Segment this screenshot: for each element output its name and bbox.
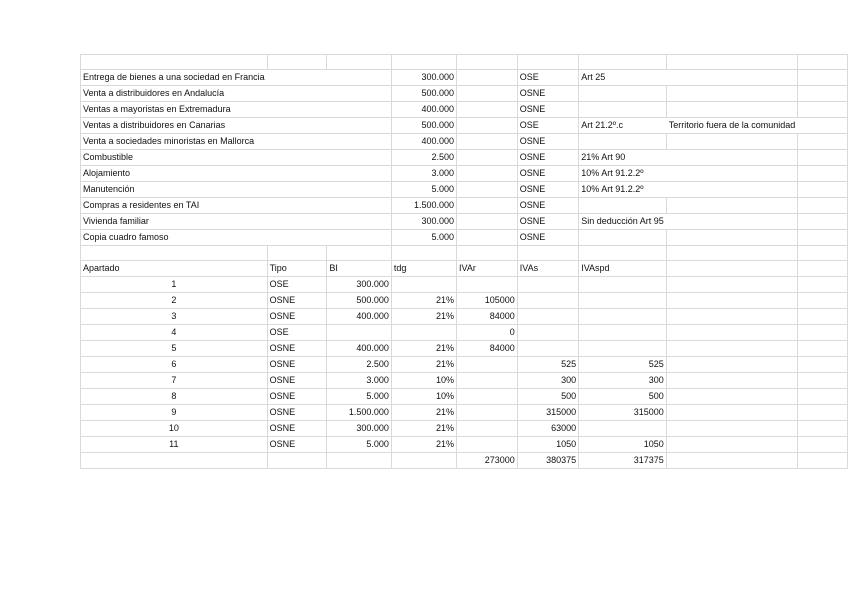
empty-cell[interactable] xyxy=(798,341,848,357)
data-cell[interactable]: 1 xyxy=(81,277,268,293)
data-cell[interactable]: 63000 xyxy=(517,421,578,437)
operation-note[interactable] xyxy=(666,166,798,182)
empty-cell[interactable] xyxy=(267,246,327,261)
empty-cell[interactable] xyxy=(798,325,848,341)
empty-cell[interactable] xyxy=(666,309,798,325)
empty-cell[interactable] xyxy=(798,453,848,469)
empty-cell[interactable] xyxy=(267,214,327,230)
empty-cell[interactable] xyxy=(798,70,848,86)
empty-cell[interactable] xyxy=(666,405,798,421)
operation-row xyxy=(81,86,848,102)
empty-cell[interactable] xyxy=(327,246,392,261)
empty-cell[interactable] xyxy=(267,182,327,198)
data-cell[interactable]: 10% xyxy=(391,373,456,389)
table-row xyxy=(81,389,848,405)
data-cell[interactable]: 21% xyxy=(391,293,456,309)
data-cell[interactable] xyxy=(517,277,578,293)
data-cell[interactable] xyxy=(579,341,667,357)
empty-cell[interactable] xyxy=(798,309,848,325)
data-cell[interactable]: 525 xyxy=(517,357,578,373)
empty-cell[interactable] xyxy=(798,134,848,150)
empty-cell[interactable] xyxy=(457,102,518,118)
data-cell[interactable] xyxy=(391,277,456,293)
empty-cell[interactable] xyxy=(267,70,327,86)
data-cell[interactable]: 21% xyxy=(391,405,456,421)
operation-row xyxy=(81,70,848,86)
operation-bi[interactable]: 3.000 xyxy=(391,166,456,182)
empty-cell[interactable] xyxy=(327,214,392,230)
total-cell[interactable]: 273000 xyxy=(457,453,518,469)
operation-note[interactable] xyxy=(666,214,798,230)
data-cell[interactable]: 5.000 xyxy=(327,389,392,405)
empty-cell[interactable] xyxy=(579,55,667,70)
operation-reference[interactable]: 21% Art 90 xyxy=(579,150,667,166)
empty-cell[interactable] xyxy=(391,55,456,70)
data-cell[interactable] xyxy=(579,325,667,341)
operation-note[interactable] xyxy=(666,86,798,102)
empty-cell[interactable] xyxy=(327,55,392,70)
table-row xyxy=(81,309,848,325)
operation-note[interactable] xyxy=(666,70,798,86)
empty-cell[interactable] xyxy=(267,198,327,214)
data-cell[interactable]: 500.000 xyxy=(327,293,392,309)
table-row xyxy=(81,277,848,293)
operation-description[interactable]: Alojamiento xyxy=(81,166,268,182)
operation-reference[interactable]: Sin deducción Art 95 xyxy=(579,214,667,230)
operation-type[interactable]: OSNE xyxy=(517,198,578,214)
column-header[interactable]: tdg xyxy=(391,261,456,277)
operation-row xyxy=(81,134,848,150)
empty-cell[interactable] xyxy=(798,373,848,389)
operation-row xyxy=(81,102,848,118)
empty-cell[interactable] xyxy=(798,230,848,246)
total-cell[interactable] xyxy=(81,453,268,469)
data-cell[interactable]: 21% xyxy=(391,437,456,453)
empty-cell[interactable] xyxy=(267,102,327,118)
data-cell[interactable]: 525 xyxy=(579,357,667,373)
operation-type[interactable]: OSNE xyxy=(517,182,578,198)
data-cell[interactable] xyxy=(457,437,518,453)
operation-description[interactable]: Entrega de bienes a una sociedad en Francia xyxy=(81,70,268,86)
data-cell[interactable] xyxy=(457,373,518,389)
data-cell[interactable]: OSNE xyxy=(267,341,327,357)
operation-bi[interactable]: 5.000 xyxy=(391,182,456,198)
data-cell[interactable]: OSNE xyxy=(267,421,327,437)
data-cell[interactable]: 300 xyxy=(579,373,667,389)
data-cell[interactable] xyxy=(457,277,518,293)
empty-cell[interactable] xyxy=(327,118,392,134)
operation-type[interactable]: OSNE xyxy=(517,86,578,102)
data-cell[interactable] xyxy=(517,325,578,341)
empty-cell[interactable] xyxy=(327,166,392,182)
operation-bi[interactable]: 2.500 xyxy=(391,150,456,166)
total-cell[interactable]: 317375 xyxy=(579,453,667,469)
total-cell[interactable] xyxy=(267,453,327,469)
operation-bi[interactable]: 400.000 xyxy=(391,134,456,150)
column-header[interactable]: IVAspd xyxy=(579,261,667,277)
table-row xyxy=(81,293,848,309)
data-cell[interactable]: 21% xyxy=(391,341,456,357)
data-cell[interactable]: 84000 xyxy=(457,309,518,325)
empty-cell[interactable] xyxy=(798,357,848,373)
empty-cell[interactable] xyxy=(798,261,848,277)
operation-description[interactable]: Combustible xyxy=(81,150,268,166)
operation-bi[interactable]: 300.000 xyxy=(391,214,456,230)
data-cell[interactable]: 400.000 xyxy=(327,309,392,325)
data-cell[interactable]: 2.500 xyxy=(327,357,392,373)
empty-cell[interactable] xyxy=(267,55,327,70)
table-row xyxy=(81,357,848,373)
data-cell[interactable]: 4 xyxy=(81,325,268,341)
operation-bi[interactable]: 5.000 xyxy=(391,230,456,246)
empty-cell[interactable] xyxy=(457,230,518,246)
empty-cell[interactable] xyxy=(457,198,518,214)
operation-note[interactable] xyxy=(666,182,798,198)
empty-cell[interactable] xyxy=(798,389,848,405)
data-cell[interactable]: 400.000 xyxy=(327,341,392,357)
data-cell[interactable]: 500 xyxy=(517,389,578,405)
empty-cell[interactable] xyxy=(798,198,848,214)
empty-cell[interactable] xyxy=(798,277,848,293)
empty-cell[interactable] xyxy=(457,166,518,182)
empty-cell[interactable] xyxy=(327,70,392,86)
data-cell[interactable]: 3 xyxy=(81,309,268,325)
operation-note[interactable] xyxy=(666,150,798,166)
empty-cell[interactable] xyxy=(666,357,798,373)
data-cell[interactable] xyxy=(579,421,667,437)
data-cell[interactable]: 8 xyxy=(81,389,268,405)
operation-note[interactable]: Territorio fuera de la comunidad xyxy=(666,118,798,134)
data-cell[interactable] xyxy=(579,277,667,293)
operation-description[interactable]: Vivienda familiar xyxy=(81,214,268,230)
empty-cell[interactable] xyxy=(81,55,268,70)
empty-row xyxy=(81,246,848,261)
data-cell[interactable]: 300.000 xyxy=(327,277,392,293)
empty-cell[interactable] xyxy=(457,70,518,86)
data-cell[interactable]: 84000 xyxy=(457,341,518,357)
data-cell[interactable]: OSE xyxy=(267,277,327,293)
empty-cell[interactable] xyxy=(81,246,268,261)
column-header[interactable]: IVAs xyxy=(517,261,578,277)
empty-cell[interactable] xyxy=(327,198,392,214)
empty-cell[interactable] xyxy=(798,182,848,198)
empty-cell[interactable] xyxy=(457,182,518,198)
operation-reference[interactable] xyxy=(579,102,667,118)
empty-cell[interactable] xyxy=(798,246,848,261)
operation-row xyxy=(81,150,848,166)
empty-cell[interactable] xyxy=(327,150,392,166)
operation-description[interactable]: Manutención xyxy=(81,182,268,198)
data-cell[interactable]: OSNE xyxy=(267,405,327,421)
data-cell[interactable] xyxy=(457,421,518,437)
empty-cell[interactable] xyxy=(267,150,327,166)
operation-type[interactable]: OSE xyxy=(517,118,578,134)
data-cell[interactable]: OSE xyxy=(267,325,327,341)
empty-cell[interactable] xyxy=(666,373,798,389)
operation-reference[interactable]: Art 25 xyxy=(579,70,667,86)
data-cell[interactable]: 315000 xyxy=(579,405,667,421)
empty-cell[interactable] xyxy=(666,341,798,357)
data-cell[interactable] xyxy=(579,293,667,309)
operation-type[interactable]: OSNE xyxy=(517,102,578,118)
empty-cell[interactable] xyxy=(798,55,848,70)
table-row xyxy=(81,421,848,437)
data-cell[interactable]: OSNE xyxy=(267,357,327,373)
operation-reference[interactable]: Art 21.2º.c xyxy=(579,118,667,134)
operation-row xyxy=(81,182,848,198)
operation-row xyxy=(81,166,848,182)
operation-bi[interactable]: 500.000 xyxy=(391,86,456,102)
empty-cell[interactable] xyxy=(798,437,848,453)
column-header[interactable]: Apartado xyxy=(81,261,268,277)
data-cell[interactable] xyxy=(517,293,578,309)
data-cell[interactable]: OSNE xyxy=(267,389,327,405)
data-cell[interactable]: 6 xyxy=(81,357,268,373)
data-cell[interactable]: 500 xyxy=(579,389,667,405)
empty-cell[interactable] xyxy=(798,102,848,118)
empty-cell[interactable] xyxy=(457,55,518,70)
empty-cell[interactable] xyxy=(327,230,392,246)
operation-row xyxy=(81,230,848,246)
empty-cell[interactable] xyxy=(798,214,848,230)
totals-row xyxy=(81,453,848,469)
data-cell[interactable]: 11 xyxy=(81,437,268,453)
table-row xyxy=(81,325,848,341)
empty-cell[interactable] xyxy=(666,389,798,405)
empty-cell[interactable] xyxy=(798,86,848,102)
empty-cell[interactable] xyxy=(798,293,848,309)
empty-cell[interactable] xyxy=(517,246,578,261)
empty-cell[interactable] xyxy=(327,102,392,118)
data-cell[interactable]: 2 xyxy=(81,293,268,309)
empty-cell[interactable] xyxy=(457,246,518,261)
total-cell[interactable]: 380375 xyxy=(517,453,578,469)
data-cell[interactable]: 21% xyxy=(391,421,456,437)
empty-cell[interactable] xyxy=(579,246,667,261)
empty-cell[interactable] xyxy=(267,166,327,182)
total-cell[interactable] xyxy=(327,453,392,469)
operation-type[interactable]: OSNE xyxy=(517,214,578,230)
operation-description[interactable]: Compras a residentes en TAI xyxy=(81,198,268,214)
data-cell[interactable]: OSNE xyxy=(267,309,327,325)
empty-cell[interactable] xyxy=(666,293,798,309)
total-cell[interactable] xyxy=(391,453,456,469)
empty-row xyxy=(81,55,848,70)
column-header[interactable]: IVAr xyxy=(457,261,518,277)
data-cell[interactable]: 0 xyxy=(457,325,518,341)
empty-cell[interactable] xyxy=(267,86,327,102)
operation-row xyxy=(81,198,848,214)
empty-cell[interactable] xyxy=(327,182,392,198)
data-cell[interactable]: 1.500.000 xyxy=(327,405,392,421)
data-cell[interactable]: 105000 xyxy=(457,293,518,309)
operation-description[interactable]: Ventas a distribuidores en Canarias xyxy=(81,118,268,134)
operation-note[interactable] xyxy=(666,198,798,214)
data-cell[interactable] xyxy=(579,309,667,325)
operation-description[interactable]: Venta a distribuidores en Andalucía xyxy=(81,86,268,102)
data-cell[interactable]: 10% xyxy=(391,389,456,405)
operation-row xyxy=(81,118,848,134)
operation-bi[interactable]: 300.000 xyxy=(391,70,456,86)
empty-cell[interactable] xyxy=(798,166,848,182)
empty-cell[interactable] xyxy=(457,150,518,166)
empty-cell[interactable] xyxy=(457,214,518,230)
data-cell[interactable]: 1050 xyxy=(579,437,667,453)
data-cell[interactable]: 1050 xyxy=(517,437,578,453)
data-cell[interactable] xyxy=(517,341,578,357)
data-cell[interactable]: 7 xyxy=(81,373,268,389)
data-cell[interactable]: OSNE xyxy=(267,293,327,309)
table-row xyxy=(81,437,848,453)
operation-description[interactable]: Copia cuadro famoso xyxy=(81,230,268,246)
operation-type[interactable]: OSNE xyxy=(517,230,578,246)
empty-cell[interactable] xyxy=(666,453,798,469)
operation-type[interactable]: OSNE xyxy=(517,166,578,182)
data-cell[interactable]: 21% xyxy=(391,309,456,325)
data-cell[interactable] xyxy=(391,325,456,341)
empty-cell[interactable] xyxy=(391,246,456,261)
data-cell[interactable] xyxy=(457,389,518,405)
empty-cell[interactable] xyxy=(666,277,798,293)
operation-row xyxy=(81,214,848,230)
operation-note[interactable] xyxy=(666,230,798,246)
empty-cell[interactable] xyxy=(517,55,578,70)
data-cell[interactable]: 3.000 xyxy=(327,373,392,389)
empty-cell[interactable] xyxy=(457,118,518,134)
operation-reference[interactable] xyxy=(579,230,667,246)
empty-cell[interactable] xyxy=(798,421,848,437)
data-cell[interactable] xyxy=(457,357,518,373)
data-cell[interactable]: 300.000 xyxy=(327,421,392,437)
empty-cell[interactable] xyxy=(457,86,518,102)
operation-type[interactable]: OSNE xyxy=(517,150,578,166)
empty-cell[interactable] xyxy=(666,246,798,261)
operation-description[interactable]: Ventas a mayoristas en Extremadura xyxy=(81,102,268,118)
data-cell[interactable]: 9 xyxy=(81,405,268,421)
data-cell[interactable]: 315000 xyxy=(517,405,578,421)
empty-cell[interactable] xyxy=(457,134,518,150)
empty-cell[interactable] xyxy=(666,437,798,453)
spreadsheet-grid xyxy=(80,54,848,469)
operation-note[interactable] xyxy=(666,102,798,118)
data-cell[interactable]: OSNE xyxy=(267,437,327,453)
table-row xyxy=(81,405,848,421)
operation-type[interactable]: OSNE xyxy=(517,134,578,150)
data-cell[interactable]: 300 xyxy=(517,373,578,389)
data-cell[interactable] xyxy=(327,325,392,341)
operation-reference[interactable] xyxy=(579,86,667,102)
empty-cell[interactable] xyxy=(666,325,798,341)
empty-cell[interactable] xyxy=(327,134,392,150)
operation-bi[interactable]: 500.000 xyxy=(391,118,456,134)
data-cell[interactable] xyxy=(457,405,518,421)
header-row xyxy=(81,261,848,277)
empty-cell[interactable] xyxy=(267,230,327,246)
data-cell[interactable]: 5 xyxy=(81,341,268,357)
column-header[interactable]: Tipo xyxy=(267,261,327,277)
data-cell[interactable]: OSNE xyxy=(267,373,327,389)
operation-reference[interactable]: 10% Art 91.2.2º xyxy=(579,182,667,198)
empty-cell[interactable] xyxy=(798,405,848,421)
operation-reference[interactable] xyxy=(579,198,667,214)
data-cell[interactable] xyxy=(517,309,578,325)
table-row xyxy=(81,341,848,357)
empty-cell[interactable] xyxy=(267,118,327,134)
operation-description[interactable]: Venta a sociedades minoristas en Mallorca xyxy=(81,134,268,150)
data-cell[interactable]: 5.000 xyxy=(327,437,392,453)
empty-cell[interactable] xyxy=(666,421,798,437)
empty-cell[interactable] xyxy=(798,150,848,166)
operation-bi[interactable]: 400.000 xyxy=(391,102,456,118)
empty-cell[interactable] xyxy=(666,261,798,277)
operation-type[interactable]: OSE xyxy=(517,70,578,86)
data-cell[interactable]: 21% xyxy=(391,357,456,373)
operation-reference[interactable]: 10% Art 91.2.2º xyxy=(579,166,667,182)
empty-cell[interactable] xyxy=(666,55,798,70)
operation-reference[interactable] xyxy=(579,134,667,150)
empty-cell[interactable] xyxy=(798,118,848,134)
table-row xyxy=(81,373,848,389)
empty-cell[interactable] xyxy=(327,86,392,102)
empty-cell[interactable] xyxy=(267,134,327,150)
data-cell[interactable]: 10 xyxy=(81,421,268,437)
operation-bi[interactable]: 1.500.000 xyxy=(391,198,456,214)
column-header[interactable]: BI xyxy=(327,261,392,277)
operation-note[interactable] xyxy=(666,134,798,150)
